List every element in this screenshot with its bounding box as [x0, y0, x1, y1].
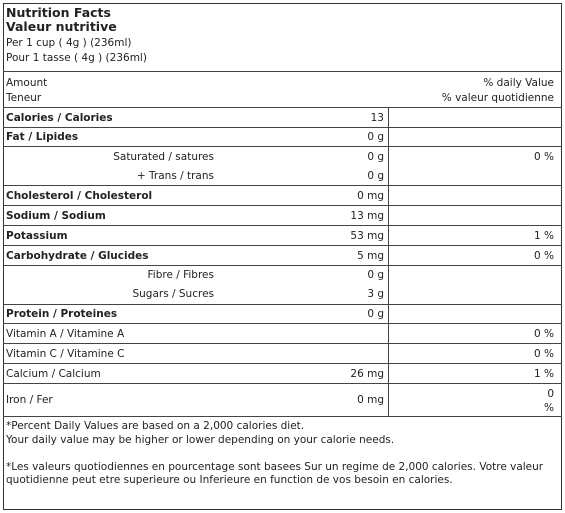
- nutrient-amount: 0 g: [367, 131, 384, 143]
- daily-value-header-en: % daily Value: [483, 77, 554, 89]
- amount-header-en: Amount: [6, 77, 48, 89]
- nutrient-label: Iron / Fer: [6, 394, 53, 406]
- title-en: Nutrition Facts: [6, 5, 111, 20]
- nutrient-label: Vitamin C / Vitamine C: [6, 348, 125, 360]
- nutrient-label: Vitamin A / Vitamine A: [6, 328, 125, 340]
- nutrient-amount: 5 mg: [357, 250, 384, 262]
- nutrient-amount: 0 g: [367, 151, 384, 163]
- divider: [3, 416, 562, 417]
- serving-size-fr: Pour 1 tasse ( 4g ) (236ml): [6, 52, 147, 64]
- nutrient-amount: 26 mg: [350, 368, 384, 380]
- nutrient-label: Protein / Proteines: [6, 308, 118, 320]
- nutrient-amount: 13 mg: [350, 210, 384, 222]
- nutrient-label: Sugars / Sucres: [132, 288, 214, 300]
- nutrient-label: Potassium: [6, 230, 68, 242]
- nutrient-label: + Trans / trans: [136, 170, 214, 182]
- daily-value-percent: 0 %: [534, 348, 554, 360]
- nutrient-row-cholesterol: [3, 186, 562, 206]
- nutrient-row-calories: [3, 108, 562, 128]
- iron-percent-sign: %: [544, 402, 554, 414]
- footnote-en-line2: Your daily value may be higher or lower depending on your calorie needs.: [6, 434, 395, 446]
- nutrient-amount: 3 g: [367, 288, 384, 300]
- title-fr: Valeur nutritive: [6, 19, 117, 34]
- nutrient-row-sodium: [3, 206, 562, 226]
- serving-size-en: Per 1 cup ( 4g ) (236ml): [6, 37, 132, 49]
- divider: [3, 71, 562, 72]
- nutrient-row-vitamin-a: [3, 324, 562, 344]
- nutrient-row-sugars: [3, 284, 562, 304]
- divider: [3, 383, 562, 384]
- nutrient-row-iron: [3, 390, 562, 410]
- footnote-en-line1: *Percent Daily Values are based on a 2,000 calories diet.: [6, 420, 305, 432]
- nutrient-row-calcium: [3, 364, 562, 384]
- nutrient-label: Fat / Lipides: [6, 131, 79, 143]
- nutrient-amount: 0 g: [367, 269, 384, 281]
- nutrient-amount: 0 mg: [357, 394, 384, 406]
- daily-value-percent: 1 %: [534, 368, 554, 380]
- daily-value-percent: 0 %: [534, 250, 554, 262]
- daily-value-percent: 0 %: [534, 328, 554, 340]
- nutrient-amount: 53 mg: [350, 230, 384, 242]
- daily-value-percent: 0 %: [534, 151, 554, 163]
- daily-value-percent: 1 %: [534, 230, 554, 242]
- nutrient-label: Calcium / Calcium: [6, 368, 101, 380]
- nutrient-row-protein: [3, 304, 562, 324]
- daily-value-percent-iron: [544, 387, 554, 415]
- nutrient-amount: 0 g: [367, 170, 384, 182]
- nutrient-row-vitamin-c: [3, 344, 562, 364]
- column-divider: [388, 108, 389, 416]
- footnote-fr: *Les valeurs quotiodiennes en pourcentage sont basees Sur un regime de 2,000 calories. Votre valeur quotidienne peut etre superieure ou Inferieure en function de vos besoin en calories.: [6, 461, 544, 486]
- daily-value-header-fr: % valeur quotidienne: [441, 92, 554, 104]
- nutrient-row-trans: [3, 166, 562, 186]
- nutrient-label: Carbohydrate / Glucides: [6, 250, 149, 262]
- iron-percent-value: 0: [547, 388, 554, 400]
- nutrient-row-fat: [3, 127, 562, 147]
- nutrient-row-potassium: [3, 226, 562, 246]
- nutrient-row-fibre: [3, 265, 562, 285]
- nutrient-row-saturated: [3, 147, 562, 167]
- amount-header-fr: Teneur: [6, 92, 42, 104]
- nutrient-label: Sodium / Sodium: [6, 210, 106, 222]
- nutrient-label: Saturated / satures: [113, 151, 214, 163]
- nutrient-row-carbohydrate: [3, 246, 562, 266]
- nutrient-label: Calories / Calories: [6, 112, 113, 124]
- nutrient-label: Cholesterol / Cholesterol: [6, 190, 153, 202]
- nutrient-amount: 0 g: [367, 308, 384, 320]
- nutrient-amount: 13: [370, 112, 384, 124]
- nutrient-amount: 0 mg: [357, 190, 384, 202]
- nutrient-label: Fibre / Fibres: [147, 269, 214, 281]
